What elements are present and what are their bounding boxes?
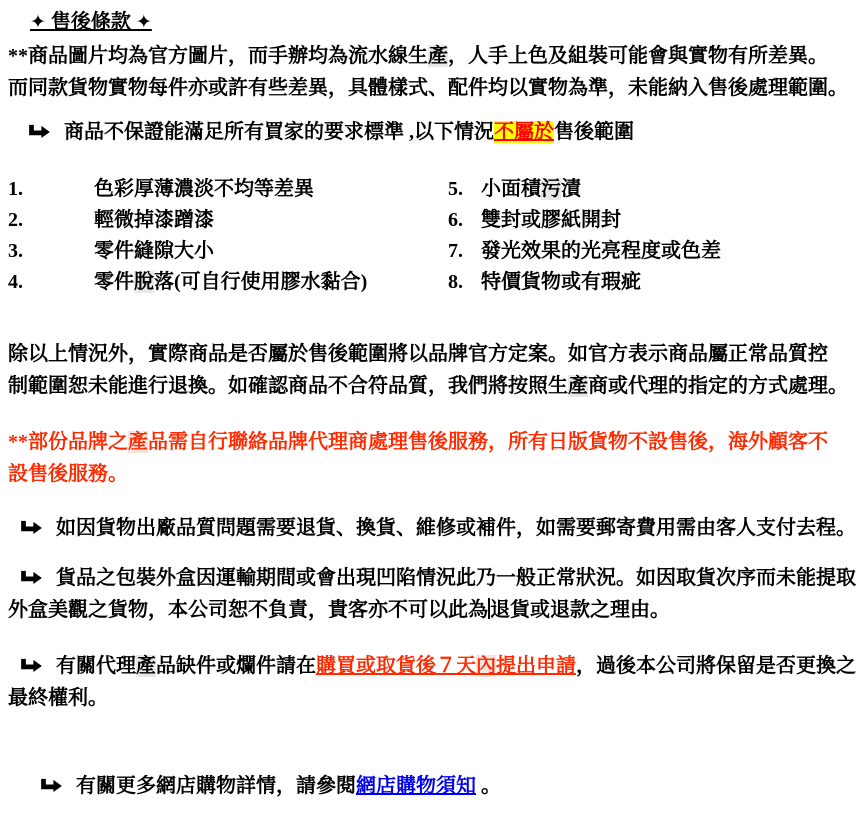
- substituted-char: 脫: [134, 271, 154, 293]
- intro-line-2: [8, 72, 856, 104]
- list-item-text: 小面積污漬: [481, 178, 581, 200]
- list-item-text: 輕微掉漆蹭漆: [94, 209, 214, 231]
- list-item-number: 6.: [448, 209, 463, 231]
- intro-text: 而同款貨物實物每件亦或許有些差異，具體樣式、配件均以實物為準，未能納入售後處理範圍。: [8, 77, 848, 99]
- list-item: [8, 236, 448, 267]
- substituted-char: 產: [136, 655, 156, 677]
- list-row: [8, 205, 856, 236]
- list-item-number: 2.: [8, 209, 23, 231]
- list-item: [448, 236, 721, 267]
- list-item-text: 特價貨物或有瑕疵: [481, 271, 641, 293]
- defect-claim-line-2: 最終權利。: [8, 687, 108, 709]
- list-item-text: 雙封或膠紙開封: [481, 209, 621, 231]
- curved-right-arrow-icon: [40, 777, 63, 793]
- title-line: [30, 6, 856, 38]
- defect-claim-paragraph: [8, 650, 856, 714]
- four-pointed-star-icon: ✦: [30, 11, 46, 33]
- list-item: [448, 174, 581, 205]
- ruling-line-1: 除以上情況外，實際商品是否屬於售後範圍將以品牌官方定案。如官方表示商品屬正常品質控: [8, 343, 828, 365]
- packaging-line-2: 外盒美觀之貨物，本公司恕不負責，貴客亦不可以此為 退貨或退款之理由。: [8, 599, 670, 621]
- substituted-char: 產: [428, 45, 448, 67]
- list-row: [8, 267, 856, 298]
- notice-heading: [8, 116, 856, 148]
- curved-right-arrow-icon: [28, 123, 51, 139]
- brand-notice-line-2: 設售後服務。: [8, 463, 128, 485]
- list-item-number: 8.: [448, 271, 463, 293]
- intro-text: **商品圖片均為官方圖片，而手辦均為流水線生: [8, 45, 428, 67]
- list-item-text: 發光效果的光亮程度或色差: [481, 240, 721, 262]
- curved-right-arrow-icon: [20, 519, 43, 535]
- four-pointed-star-icon: ✦: [135, 11, 152, 33]
- list-item-number: 5.: [448, 178, 463, 200]
- intro-paragraph: [8, 40, 856, 104]
- substituted-char: 污: [541, 178, 561, 200]
- intro-line-1: [8, 40, 856, 72]
- substituted-char: 產: [568, 375, 588, 397]
- list-item: [8, 267, 448, 298]
- defect-claim-line-1: 有關代理產品缺件或爛件請在購買或取貨後７天內提出申請，過後本公司將保留是否更換之: [8, 650, 856, 682]
- list-row: [8, 174, 856, 205]
- more-info-paragraph: 有關更多網店購物詳情，請參閱網店購物須知 。: [8, 738, 856, 834]
- list-item-text: 色彩厚薄濃淡不均等差異: [94, 178, 314, 200]
- substituted-char: 產: [128, 431, 148, 453]
- curved-right-arrow-icon: [20, 569, 43, 585]
- ruling-line-2: 制範圍恕未能進行退換。如確認商品不合符品質，我們將按照生產商或代理的指定的方式處理。: [8, 375, 848, 397]
- list-item: [8, 205, 448, 236]
- notice-text: 售後範圍: [554, 121, 634, 143]
- list-item-text: 零件縫隙大小: [94, 240, 214, 262]
- shipping-paragraph: 如因貨物出廠品質問題需要退貨、換貨、維修或補件，如需要郵寄費用需由客人支付去程。: [8, 512, 856, 544]
- curved-right-arrow-icon: [20, 657, 43, 673]
- page-title-text: 售後條款: [45, 11, 136, 33]
- page-title: [30, 11, 152, 33]
- packaging-line-1: 貨品之包裝外盒因運輸期間或會出現凹陷情況此乃一般正常狀況。如因取貨次序而未能提取: [8, 562, 856, 594]
- highlight-not-covered: 不屬於: [494, 121, 554, 143]
- notice-text: 商品不保證能滿足所有買家的要求標準 ,以下情況: [64, 121, 494, 143]
- list-item-number: 1.: [8, 178, 23, 200]
- list-item-text: 零件脫落(可自行使用膠水黏合): [94, 271, 368, 293]
- ruling-paragraph: [8, 338, 856, 402]
- list-item: [8, 174, 448, 205]
- list-item: [448, 205, 621, 236]
- store-guide-link[interactable]: 網店購物須知: [356, 775, 476, 797]
- list-row: [8, 236, 856, 267]
- packaging-paragraph: [8, 562, 856, 626]
- brand-notice-paragraph: [8, 426, 856, 490]
- exclusion-list: [8, 174, 856, 298]
- red-emphasis-deadline: 購買或取貨後７天內提出申請: [316, 655, 576, 677]
- brand-notice-line-1: **部份品牌之產品需自行聯絡品牌代理商處理售後服務，所有日版貨物不設售後，海外顧客不: [8, 431, 828, 453]
- substituted-char: 內: [476, 655, 496, 677]
- list-item: [448, 267, 641, 298]
- list-item-number: 3.: [8, 240, 23, 262]
- intro-text: ，人手上色及組裝可能會與實物有所差異。: [448, 45, 828, 67]
- list-item-number: 7.: [448, 240, 463, 262]
- list-item-number: 4.: [8, 271, 23, 293]
